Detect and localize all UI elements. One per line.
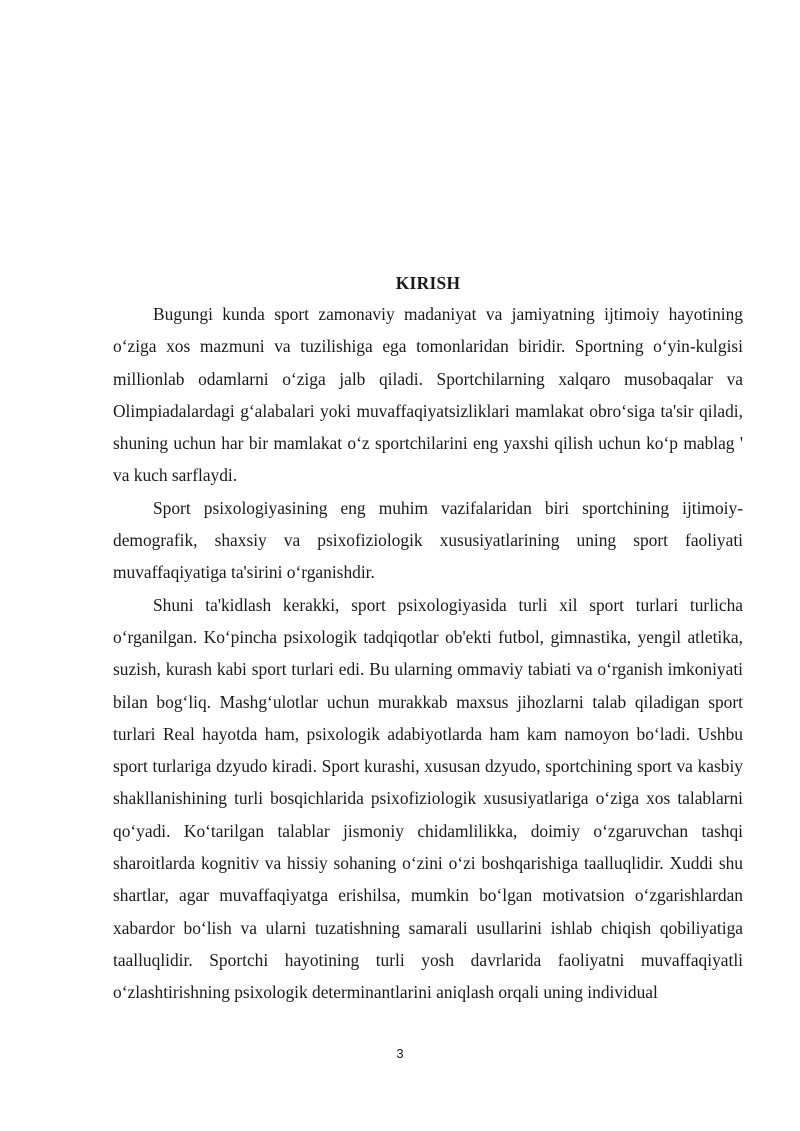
paragraph-1: Bugungi kunda sport zamonaviy madaniyat va jamiyatning ijtimoiy hayotining o‘ziga xos mazmuni va tuzilishiga ega tomonlaridan biridir. Sportning o‘yin-kulgisi millionlab odamlarni o‘ziga jalb qiladi. Sportchilarning xalqaro musobaqalar va Olimpiadalardagi g‘alabalari yoki muvaffaqiyatsizliklari mamlakat obro‘siga ta'sir qiladi, shuning uchun har bir mamlakat o‘z sportchilarini eng yaxshi qilish uchun ko‘p mablag ' va kuch sarflaydi. bbox=[113, 304, 743, 486]
paragraph-3: Shuni ta'kidlash kerakki, sport psixologiyasida turli xil sport turlari turlicha o‘rganilgan. Ko‘pincha psixologik tadqiqotlar ob'ekti futbol, gimnastika, yengil atletika, suzish, kurash kabi sport turlari edi. Bu ularning ommaviy tabiati va o‘rganish imkoniyati bilan bog‘liq. Mashg‘ulotlar uchun murakkab maxsus jihozlarni talab qiladigan sport turlari Real hayotda ham, psixologik adabiyotlarda ham kam namoyon bo‘ladi. Ushbu sport turlariga dzyudo kiradi. Sport kurashi, xususan dzyudo, sportchining sport va kasbiy shakllanishining turli bosqichlarida psixofiziologik xususiyatlariga o‘ziga xos talablarni qo‘yadi. Ko‘tarilgan talablar jismoniy chidamlilikka, doimiy o‘zgaruvchan tashqi sharoitlarda kognitiv va hissiy sohaning o‘zini o‘zi boshqarishiga taalluqlidir. Xuddi shu shartlar, agar muvaffaqiyatga erishilsa, mumkin bo‘lgan motivatsion o‘zgarishlardan xabardor bo‘lish va ularni tuzatishning samarali usullarini ishlab chiqish qobiliyatiga taalluqlidir. Sportchi hayotining turli yosh davrlarida faoliyatni muvaffaqiyatli o‘zlashtirishning psixologik determinantlarini aniqlash orqali uning individual bbox=[113, 594, 743, 1003]
page-content bbox=[113, 268, 743, 1009]
page-number: 3 bbox=[396, 1046, 404, 1061]
paragraph-2: Sport psixologiyasining eng muhim vazifalaridan biri sportchining ijtimoiy-demografik, shaxsiy va psixofiziologik xususiyatlarining uning sport faoliyati muvaffaqiyatiga ta'sirini o‘rganishdir. bbox=[113, 497, 743, 583]
section-heading: KIRISH bbox=[395, 273, 461, 293]
